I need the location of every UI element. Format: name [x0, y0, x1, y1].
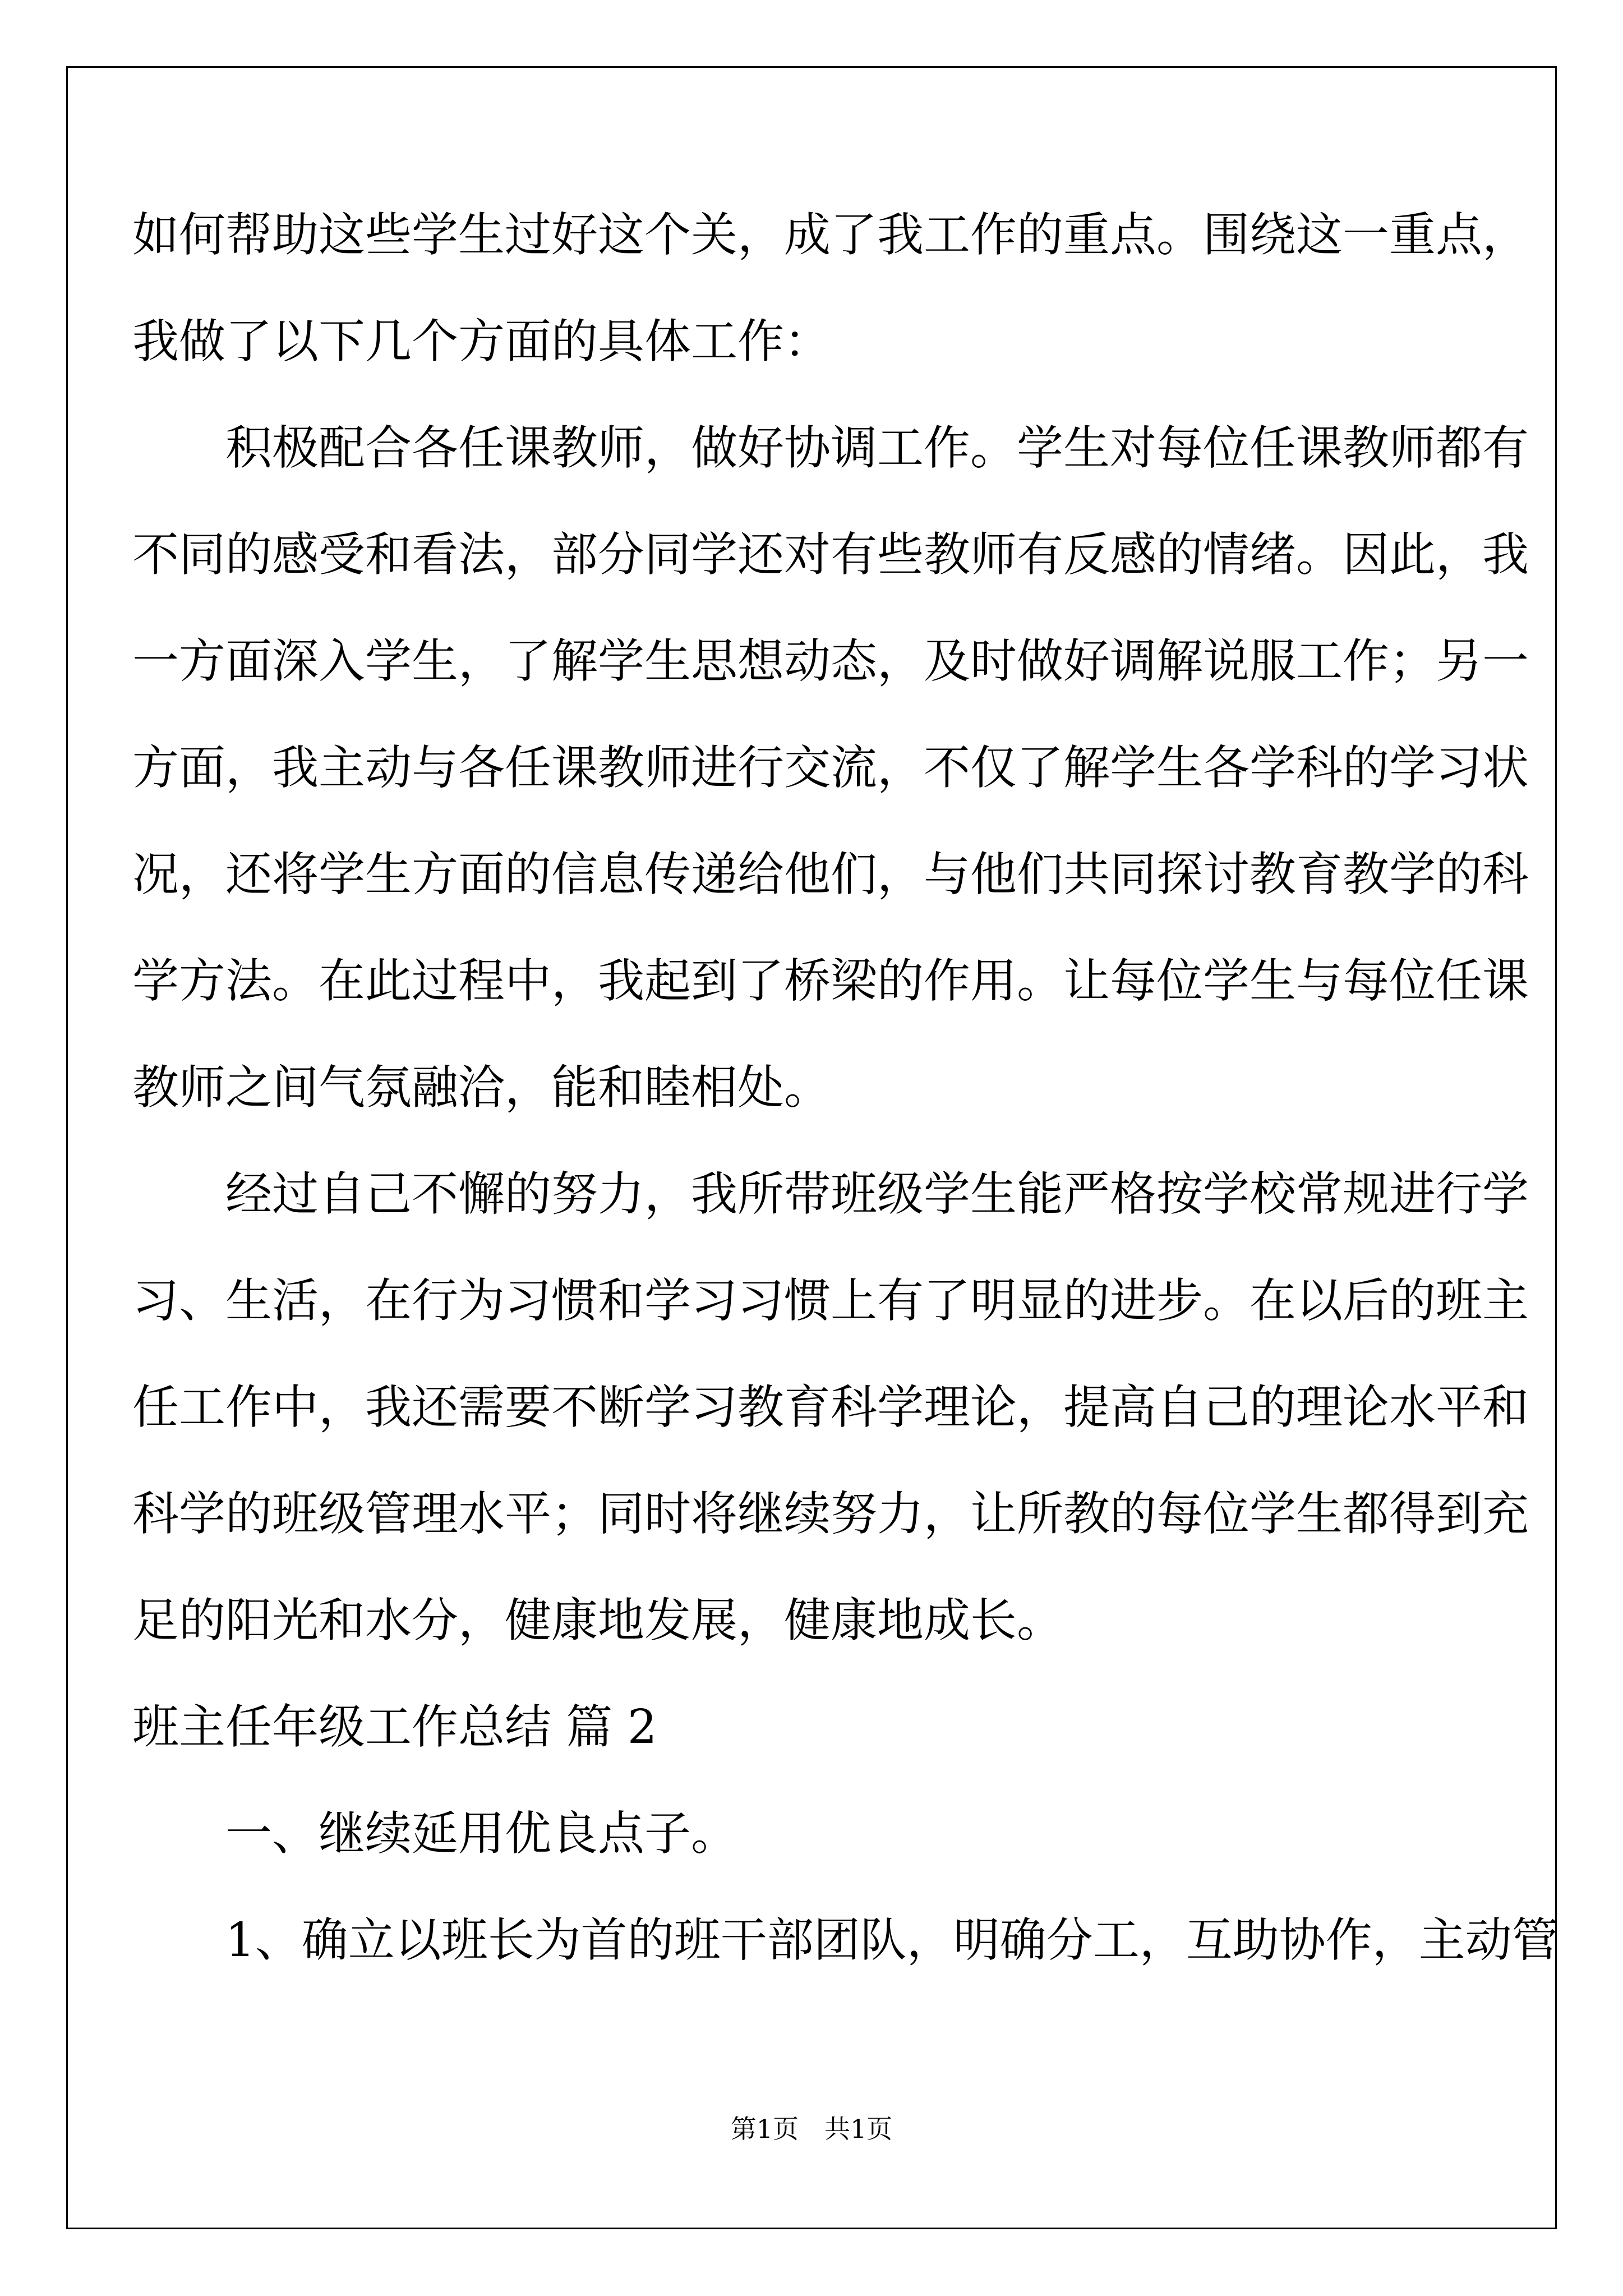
page-footer: 第1页 共1页: [730, 2114, 893, 2144]
page-border: [66, 66, 1557, 2229]
text-line: 科学的班级管理水平；同时将继续努力，让所教的每位学生都得到充: [132, 1487, 1529, 1541]
section-heading: 班主任年级工作总结 篇 2: [132, 1700, 657, 1754]
text-line: 任工作中，我还需要不断学习教育科学理论，提高自己的理论水平和: [132, 1380, 1529, 1434]
text-line: 我做了以下几个方面的具体工作：: [132, 314, 831, 369]
text-line: 足的阳光和水分，健康地发展，健康地成长。: [132, 1593, 1063, 1648]
text-line: 不同的感受和看法，部分同学还对有些教师有反感的情绪。因此，我: [132, 527, 1529, 582]
text-line: 一方面深入学生，了解学生思想动态，及时做好调解说服工作；另一: [132, 634, 1529, 688]
text-line: 教师之间气氛融洽，能和睦相处。: [132, 1060, 831, 1115]
text-line: 况，还将学生方面的信息传递给他们，与他们共同探讨教育教学的科: [132, 847, 1529, 901]
text-line: 方面，我主动与各任课教师进行交流，不仅了解学生各学科的学习状: [132, 740, 1529, 795]
text-line: 习、生活，在行为习惯和学习习惯上有了明显的进步。在以后的班主: [132, 1273, 1529, 1328]
text-line: 1、确立以班长为首的班干部团队，明确分工，互助协作，主动管: [132, 1913, 1559, 1967]
text-line: 经过自己不懈的努力，我所带班级学生能严格按学校常规进行学: [132, 1167, 1529, 1221]
text-line: 如何帮助这些学生过好这个关，成了我工作的重点。围绕这一重点，: [132, 208, 1529, 262]
text-line: 积极配合各任课教师，做好协调工作。学生对每位任课教师都有: [132, 421, 1529, 475]
text-line: 一、继续延用优良点子。: [132, 1806, 737, 1861]
text-line: 学方法。在此过程中，我起到了桥梁的作用。让每位学生与每位任课: [132, 954, 1529, 1008]
